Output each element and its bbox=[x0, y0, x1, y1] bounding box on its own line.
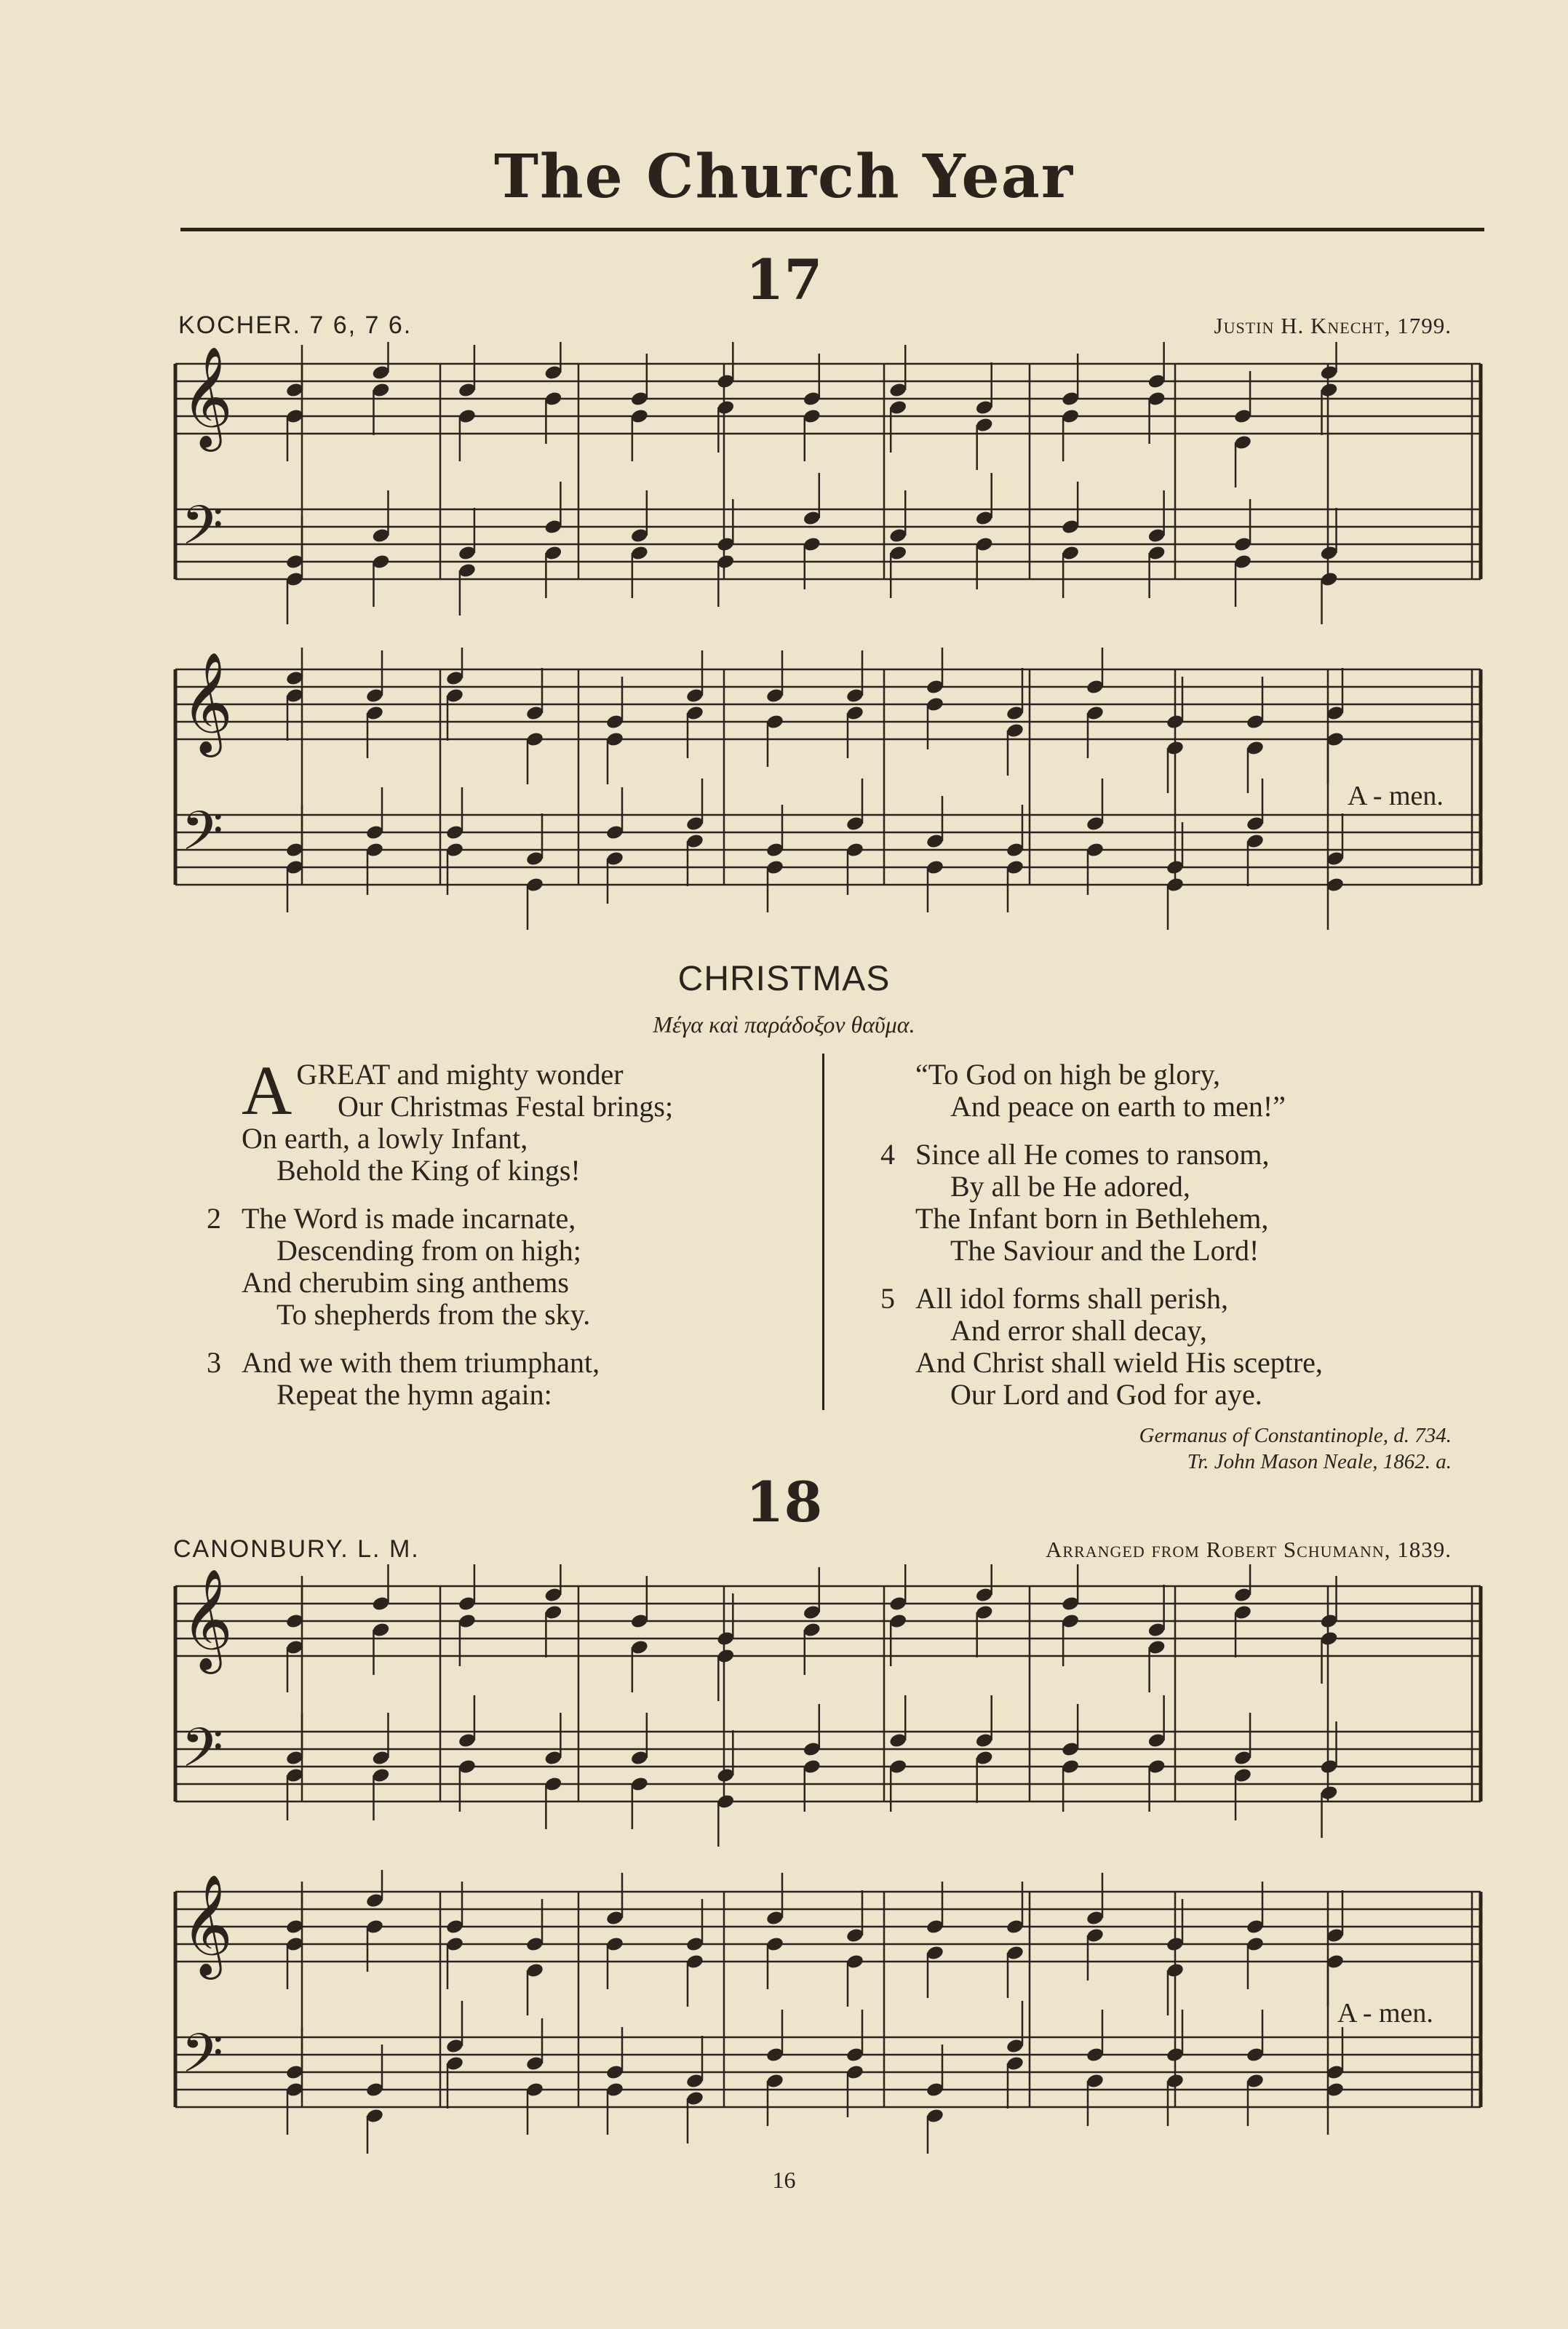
author-credit: Germanus of Constantinople, d. 734. bbox=[1139, 1424, 1452, 1447]
verse-line: And Christ shall wield His sceptre, bbox=[915, 1346, 1323, 1379]
verse-line: “To God on high be glory, bbox=[915, 1058, 1220, 1091]
verse-line: And error shall decay, bbox=[950, 1314, 1207, 1347]
verse-line: To shepherds from the sky. bbox=[276, 1298, 591, 1331]
stanza-1 bbox=[242, 1051, 809, 1187]
stanza-4 bbox=[880, 1138, 1468, 1267]
verse-line: And peace on earth to men!” bbox=[950, 1090, 1286, 1123]
music-system-17-1 bbox=[171, 342, 1488, 626]
music-system-18-1 bbox=[171, 1564, 1488, 1848]
verse-line: Descending from on high; bbox=[276, 1234, 581, 1267]
composer-schumann: Arranged from Robert Schumann, 1839. bbox=[1046, 1537, 1452, 1562]
amen-label-18: A - men. bbox=[1337, 1998, 1433, 2029]
stanza-number: 2 bbox=[207, 1202, 221, 1235]
tune-name-canonbury: CANONBURY. L. M. bbox=[173, 1535, 420, 1563]
svg-text:𝄞: 𝄞 bbox=[181, 1874, 233, 1975]
verse-line: The Saviour and the Lord! bbox=[950, 1234, 1259, 1267]
translator-credit: Tr. John Mason Neale, 1862. a. bbox=[1187, 1450, 1452, 1473]
svg-text:𝄢: 𝄢 bbox=[181, 1716, 223, 1793]
verses-left bbox=[207, 1051, 809, 1427]
verse-line: 5 All idol forms shall perish, bbox=[880, 1282, 1228, 1315]
greek-subtitle: Μέγα καὶ παράδοξον θαῦμα. bbox=[653, 1011, 915, 1038]
verses-right bbox=[880, 1058, 1468, 1427]
svg-text:𝄢: 𝄢 bbox=[181, 494, 223, 570]
verse-line: 2 The Word is made incarnate, bbox=[207, 1202, 576, 1235]
music-system-18-2 bbox=[171, 1870, 1488, 2154]
page-number: 16 bbox=[772, 2167, 796, 2193]
svg-text:𝄞: 𝄞 bbox=[181, 346, 233, 447]
composer-knecht: Justin H. Knecht, 1799. bbox=[1214, 313, 1452, 338]
verse-line: On earth, a lowly Infant, bbox=[242, 1122, 528, 1155]
stanza-number: 4 bbox=[880, 1138, 895, 1171]
verse-line: Repeat the hymn again: bbox=[276, 1378, 552, 1411]
hymn-number-18: 18 bbox=[745, 1470, 823, 1534]
head-rule bbox=[180, 228, 1484, 231]
svg-text:𝄢: 𝄢 bbox=[181, 800, 223, 876]
stanza-2 bbox=[207, 1202, 809, 1331]
verse-line: AGREAT and mighty wonder bbox=[242, 1051, 624, 1129]
svg-text:𝄞: 𝄞 bbox=[181, 1569, 233, 1670]
drop-cap: A bbox=[242, 1051, 292, 1129]
stanza-3 bbox=[207, 1346, 809, 1411]
stanza-3-cont bbox=[915, 1059, 1468, 1123]
verse-line: The Infant born in Bethlehem, bbox=[915, 1202, 1269, 1235]
svg-text:𝄞: 𝄞 bbox=[181, 652, 233, 753]
verse-line: Behold the King of kings! bbox=[276, 1154, 581, 1187]
column-divider bbox=[822, 1054, 824, 1410]
stanza-number: 5 bbox=[880, 1282, 895, 1315]
svg-text:𝄢: 𝄢 bbox=[181, 2022, 223, 2098]
amen-label-17: A - men. bbox=[1348, 781, 1444, 811]
verse-line: By all be He adored, bbox=[950, 1170, 1190, 1203]
tune-name-kocher: KOCHER. 7 6, 7 6. bbox=[178, 311, 413, 339]
stanza-5 bbox=[880, 1282, 1468, 1411]
verse-line: And cherubim sing anthems bbox=[242, 1266, 569, 1299]
stanza-number: 3 bbox=[207, 1346, 221, 1379]
hymn-number-17: 17 bbox=[745, 247, 823, 312]
music-staff-svg bbox=[171, 342, 1488, 626]
hymn-credits bbox=[1139, 1422, 1452, 1475]
verse-line: 3 And we with them triumphant, bbox=[207, 1346, 600, 1379]
music-system-17-2 bbox=[171, 648, 1488, 931]
verse-line: Our Lord and God for aye. bbox=[950, 1378, 1262, 1411]
music-staff-svg bbox=[171, 648, 1488, 931]
verse-line: 4 Since all He comes to ransom, bbox=[880, 1138, 1270, 1171]
verse-line: Our Christmas Festal brings; bbox=[338, 1090, 674, 1123]
running-head: The Church Year bbox=[493, 142, 1075, 212]
music-staff-svg bbox=[171, 1564, 1488, 1848]
music-staff-svg bbox=[171, 1870, 1488, 2154]
hymn-title: CHRISTMAS bbox=[677, 960, 891, 998]
